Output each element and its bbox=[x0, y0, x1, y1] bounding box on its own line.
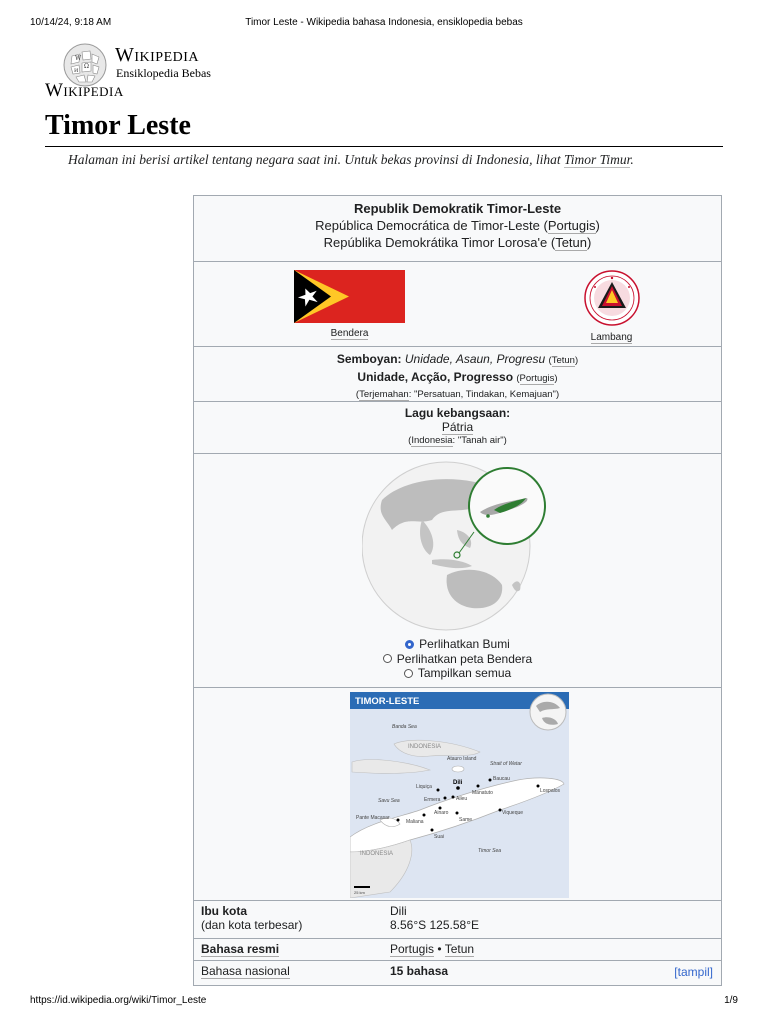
map-label-ainaro: Ainaro bbox=[434, 810, 449, 816]
flag-box bbox=[294, 270, 405, 339]
logo-wordmark: Wikipedia bbox=[115, 44, 200, 66]
infobox-symbols bbox=[194, 262, 721, 347]
radio-earth-label: Perlihatkan Bumi bbox=[419, 637, 510, 651]
capital-row bbox=[194, 901, 721, 939]
motto-pt-lang[interactable]: Portugis bbox=[519, 373, 555, 384]
lang-link-portugis[interactable]: Portugis bbox=[547, 218, 596, 233]
print-date: 10/14/24, 9:18 AM bbox=[30, 17, 112, 28]
infobox bbox=[193, 195, 722, 986]
map-label-aileu: Aileu bbox=[456, 796, 468, 802]
national-language-label[interactable]: Bahasa nasional bbox=[201, 964, 290, 978]
capital-city[interactable]: Dili bbox=[390, 904, 407, 918]
map-label-manatuto: Manatuto bbox=[472, 790, 493, 796]
radio-flag-map[interactable] bbox=[383, 652, 532, 666]
country-map[interactable] bbox=[350, 692, 569, 898]
motto-trans: "Persatuan, Tindakan, Kemajuan" bbox=[413, 389, 556, 400]
radio-earth-dot[interactable] bbox=[405, 640, 414, 649]
map-title: TIMOR-LESTE bbox=[355, 696, 420, 707]
hatnote-end: . bbox=[630, 152, 634, 167]
page-title: Timor Leste bbox=[45, 110, 723, 147]
radio-show-all-dot[interactable] bbox=[404, 669, 413, 678]
national-language-value: 15 bahasa bbox=[390, 964, 449, 978]
show-toggle-label[interactable]: tampil bbox=[677, 965, 710, 979]
infobox-name bbox=[194, 196, 721, 262]
logo-tagline: Ensiklopedia Bebas bbox=[116, 66, 211, 80]
emblem-caption[interactable]: Lambang bbox=[590, 332, 633, 343]
motto-trans-label[interactable]: Terjemahan bbox=[359, 389, 409, 400]
map-label-baucau: Baucau bbox=[493, 776, 510, 782]
svg-text:И: И bbox=[74, 68, 79, 74]
hatnote bbox=[68, 151, 708, 168]
map-label-banda: Banda Sea bbox=[392, 724, 417, 730]
hatnote-text: Halaman ini berisi artikel tentang negara saat ini. Untuk bekas provinsi di Indonesia, lihat bbox=[68, 152, 564, 167]
anthem-trans: "Tanah air" bbox=[457, 435, 504, 446]
infobox-anthem: Lagu kebangsaan: Pátria (Indonesia: "Tanah air") bbox=[194, 402, 721, 454]
official-language-label[interactable]: Bahasa resmi bbox=[201, 942, 280, 956]
radio-earth[interactable] bbox=[405, 637, 510, 651]
map-label-same: Same bbox=[459, 817, 473, 823]
map-label-viqueque: Viqueque bbox=[502, 810, 524, 816]
capital-sublabel: (dan kota terbesar) bbox=[201, 918, 303, 932]
map-label-atauro: Atauro Island bbox=[447, 756, 477, 762]
map-label-ermera: Ermera bbox=[424, 797, 441, 803]
radio-flag-map-label: Perlihatkan peta Bendera bbox=[396, 651, 533, 666]
map-label-pante: Pante Macasar bbox=[356, 815, 390, 821]
infobox-motto: Semboyan: Unidade, Asaun, Progresu (Tetun) Unidade, Acção, Progresso (Portugis) (Terjemahan: "Persatuan, Tindakan, Kemajuan") bbox=[194, 347, 721, 402]
show-toggle[interactable]: [tampil] bbox=[674, 965, 713, 979]
emblem-box bbox=[579, 270, 644, 343]
orthographic-globe-map[interactable] bbox=[362, 460, 552, 636]
radio-flag-map-dot[interactable] bbox=[383, 654, 392, 663]
flag-image[interactable] bbox=[294, 270, 405, 323]
capital-value bbox=[384, 901, 721, 938]
radio-show-all[interactable] bbox=[404, 666, 511, 680]
motto-pt: Unidade, Acção, Progresso bbox=[357, 370, 514, 384]
infobox-locator bbox=[194, 454, 721, 688]
map-label-liquica: Liquiça bbox=[416, 784, 432, 790]
anthem-label: Lagu kebangsaan: bbox=[404, 406, 511, 420]
print-wordmark: Wikipedia bbox=[45, 80, 124, 101]
native-name-pt-text: República Democrática de Timor-Leste bbox=[315, 218, 540, 233]
svg-text:Ω: Ω bbox=[84, 63, 89, 70]
native-name-tet-text: Repúblika Demokrátika Timor Lorosa'e bbox=[323, 235, 548, 250]
motto-tet-lang[interactable]: Tetun bbox=[551, 355, 575, 366]
official-language-2[interactable]: Tetun bbox=[444, 942, 475, 956]
locator-options bbox=[194, 637, 721, 681]
hatnote-link[interactable]: Timor Timur bbox=[563, 152, 631, 167]
infobox-title: Republik Demokratik Timor-Leste bbox=[353, 201, 562, 216]
capital-label-text: Ibu kota bbox=[201, 904, 248, 918]
map-scale-label: 25 km bbox=[354, 890, 365, 895]
print-page-number: 1/9 bbox=[724, 995, 738, 1006]
map-label-lospalos: Lospalos bbox=[540, 788, 561, 794]
anthem-lang[interactable]: Indonesia bbox=[411, 435, 453, 446]
map-label-timor-sea: Timor Sea bbox=[478, 848, 502, 854]
radio-show-all-label: Tampilkan semua bbox=[417, 666, 512, 680]
svg-text:W: W bbox=[75, 55, 82, 62]
flag-caption[interactable]: Bendera bbox=[330, 328, 369, 339]
official-language-row bbox=[194, 939, 721, 961]
national-language-row bbox=[194, 961, 721, 985]
native-name-tet: Repúblika Demokrátika Timor Lorosa'e (Tetun) bbox=[323, 235, 592, 250]
map-label-dili: Dili bbox=[453, 780, 463, 786]
print-header bbox=[0, 17, 768, 31]
official-language-1[interactable]: Portugis bbox=[390, 942, 435, 956]
map-label-indonesia-north: INDONESIA bbox=[408, 744, 442, 750]
native-name-pt: República Democrática de Timor-Leste (Portugis) bbox=[315, 218, 600, 233]
map-label-savu: Savu Sea bbox=[378, 798, 400, 804]
map-label-indonesia-south: INDONESIA bbox=[360, 851, 394, 857]
motto-label: Semboyan: bbox=[336, 352, 402, 366]
map-label-wetar: Strait of Wetar bbox=[490, 761, 522, 767]
motto-tet: Unidade, Asaun, Progresu bbox=[404, 352, 546, 366]
official-language-separator: • bbox=[434, 942, 445, 956]
lang-link-tetun[interactable]: Tetun bbox=[555, 235, 587, 250]
map-label-suai: Suai bbox=[434, 834, 445, 840]
print-url: https://id.wikipedia.org/wiki/Timor_Leste bbox=[30, 995, 207, 1006]
anthem-link[interactable]: Pátria bbox=[441, 420, 474, 434]
print-title: Timor Leste - Wikipedia bahasa Indonesia, ensiklopedia bebas bbox=[245, 17, 523, 28]
capital-coords[interactable]: 8.56°S 125.58°E bbox=[390, 918, 479, 932]
map-label-maliana: Maliana bbox=[406, 819, 424, 825]
emblem-image[interactable] bbox=[582, 270, 642, 327]
capital-label bbox=[194, 901, 384, 938]
infobox-country-map bbox=[194, 688, 721, 901]
